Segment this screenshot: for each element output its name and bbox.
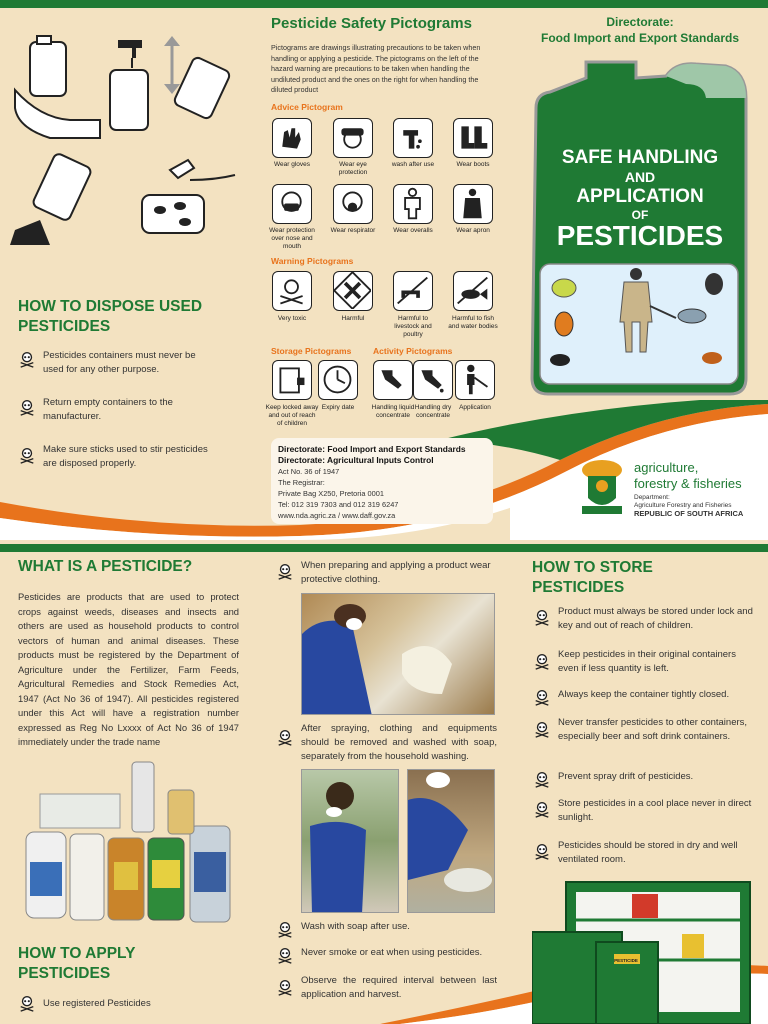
store-item: Keep pesticides in their original containers even if less quantity is left. [558,649,736,674]
safety-item: Wash with soap after use. [301,921,410,932]
worker-with-gloves-photo [301,593,495,715]
advice-caption: Wear boots [456,161,490,168]
pictograms-intro: Pictograms are drawings illustrating precautions to be taken when handling or applying a pesticide. The pictograms on the left of the hazard warning are precautions to be taken when handling the undiluted product and the ones on the right for when handling the diluted product [271,43,481,94]
activity-caption: Handling dry concentrate [414,404,452,419]
skull-icon [276,562,294,580]
very-toxic-icon [272,271,312,311]
washing-clothes-photo [407,769,495,913]
overalls-icon [393,184,433,224]
store-item: Product must always be stored under lock and key and out of reach of children. [558,606,753,631]
skull-icon [533,800,551,818]
advice-caption: Wear overalls [393,227,433,234]
cover-title: SAFE HANDLING AND APPLICATION OF PESTICIDES [556,147,724,251]
storage-caption: Expiry date [321,404,355,411]
activity-caption: Application [459,404,491,411]
storage-cabinet-illustration [532,880,754,1024]
storage-caption: Keep locked away and out of reach of children [265,404,319,427]
coat-of-arms-logo [576,456,628,522]
gloves-icon [272,118,312,158]
skull-icon [533,688,551,706]
skull-icon [276,920,294,938]
warning-caption: Harmful to fish and water bodies [448,315,498,330]
advice-caption: Wear eye protection [338,161,368,176]
advice-caption: Wear protection over nose and mouth [269,227,315,250]
contact-telephone: Tel: 012 319 7303 and 012 319 6247 [278,500,399,509]
contact-website[interactable]: www.nda.agric.za / www.daff.gov.za [278,511,396,520]
safety-item: Never smoke or eat when using pesticides. [301,947,483,958]
application-icon [455,360,495,400]
apron-icon [453,184,493,224]
dispose-item: Make sure sticks used to stir pesticides are disposed properly. [43,444,208,469]
warning-caption: Very toxic [277,315,307,322]
contact-directorate-2: Directorate: Agricultural Inputs Control [278,455,434,465]
contact-address: Private Bag X250, Pretoria 0001 [278,489,384,498]
container-illustrations [10,30,250,250]
advice-caption: wash after use [391,161,435,168]
cabinet-label: PESTICIDE [614,958,638,963]
store-item: Pesticides should be stored in dry and well ventilated room. [558,840,738,865]
what-is-pesticide-title: WHAT IS A PESTICIDE? [18,558,193,575]
warning-caption: Harmful [341,315,365,322]
advice-label: Advice Pictogram [271,102,343,112]
advice-caption: Wear respirator [330,227,376,234]
apply-item: Use registered Pesticides [43,998,151,1009]
directorate-header: Directorate: Food Import and Export Standards [540,15,739,45]
skull-icon [533,720,551,738]
fish-icon [453,271,493,311]
locked-storage-icon [272,360,312,400]
contact-directorate-1: Directorate: Food Import and Export Standards [278,444,466,454]
dispose-title: HOW TO DISPOSE USED PESTICIDES [18,298,203,335]
skull-icon [533,770,551,788]
contact-act: Act No. 36 of 1947 [278,467,340,476]
safety-item: When preparing and applying a product wear protective clothing. [301,560,491,585]
respirator-icon [333,184,373,224]
how-to-store-title: HOW TO STORE PESTICIDES [532,559,653,596]
mid-green-bar [0,544,768,552]
advice-caption: Wear gloves [273,161,310,168]
dispose-item: Pesticides containers must never be used for any other purpose. [43,350,196,375]
safety-item: Observe the required interval between last application and harvest. [301,975,497,1000]
store-item: Always keep the container tightly closed. [558,689,730,700]
activity-label: Activity Pictograms [373,346,453,356]
skull-icon [533,842,551,860]
contact-registrar: The Registrar: [278,478,325,487]
activity-caption: Handling liquid concentrate [371,404,415,419]
dry-concentrate-icon [413,360,453,400]
skull-icon [18,350,36,368]
worker-spraying-photo [301,769,399,913]
pictograms-title: Pesticide Safety Pictograms [271,15,472,32]
skull-icon [533,608,551,626]
eye-protection-icon [333,118,373,158]
store-item: Prevent spray drift of pesticides. [558,771,694,782]
wash-icon [393,118,433,158]
skull-icon [276,946,294,964]
skull-icon [276,978,294,996]
contact-box [271,438,493,524]
top-green-bar [0,0,768,8]
skull-icon [533,652,551,670]
livestock-icon [393,271,433,311]
boots-icon [453,118,493,158]
pesticide-bottles-photo [22,752,234,928]
department-subtitle: Department: Agriculture Forestry and Fisheries REPUBLIC OF SOUTH AFRICA [634,494,744,518]
clock-icon [318,360,358,400]
store-item: Store pesticides in a cool place never in direct sunlight. [558,798,752,823]
storage-label: Storage Pictograms [271,346,352,356]
skull-icon [276,728,294,746]
dispose-item: Return empty containers to the manufacturer. [43,397,173,422]
safety-item: After spraying, clothing and equipments should be removed and washed with soap, separately from the household washing. [301,723,497,762]
store-item: Never transfer pesticides to other containers, especially beer and soft drink containers. [558,717,748,742]
harmful-icon [333,271,373,311]
skull-icon [18,994,36,1012]
advice-caption: Wear apron [456,227,490,234]
pests-and-sprayer-illustration [540,266,740,382]
face-mask-icon [272,184,312,224]
how-to-apply-title: HOW TO APPLY PESTICIDES [18,945,136,982]
warning-caption: Harmful to livestock and poultry [394,315,432,338]
department-name: agriculture, forestry & fisheries [634,460,742,491]
liquid-concentrate-icon [373,360,413,400]
what-is-pesticide-body: Pesticides are products that are used to protect crops against weeds, diseases and insects and others are used as household products to control vectors of human and animal diseases. These products must be registered by the Department of Agriculture under the Fertilizer, Farm Feeds, Agricultural Remedies and Stock Remedies Act, 1947 (Act No 36 of 1947). All pesticides registered under this Act will have a registration number expressed as Reg No Lxxxx of Act No 36 of 1947 immediately under the trade name [18,591,239,747]
warning-label: Warning Pictograms [271,256,354,266]
